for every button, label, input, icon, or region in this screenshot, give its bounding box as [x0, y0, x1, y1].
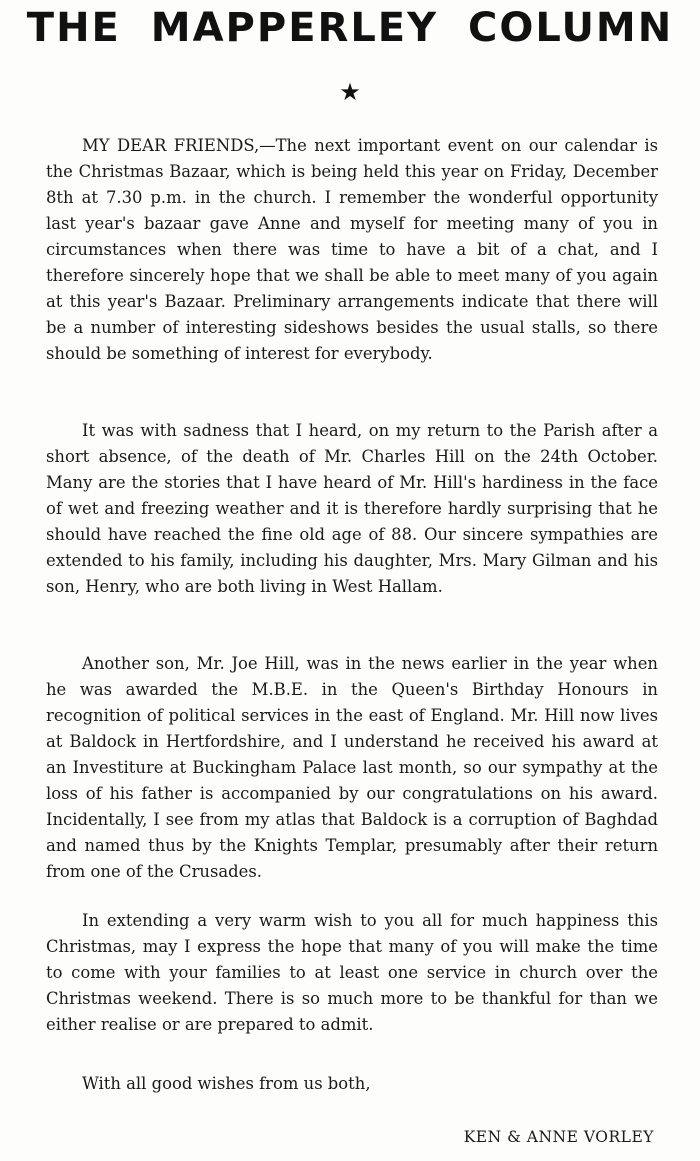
star-ornament-icon: ★: [339, 78, 361, 106]
letter-paragraph-christmas-wish: In extending a very warm wish to you all for much happiness this Christmas, may I express the hope that many of you will make the time to come with your families to at least one service in church over the Christmas weekend. There is so much more to be thankful for than we either realise or are prepared to admit.: [46, 911, 658, 1034]
letter-paragraph-joe-hill: Another son, Mr. Joe Hill, was in the news earlier in the year when he was awarded the M.B.E. in the Queen's Birthday Honours in recognition of political services in the east of England. Mr. Hill now lives at Baldock in Hertfordshire, and I understand he received his award at an Investiture at Buckingham Palace last month, so our sympathy at the loss of his father is accompanied by our congratulations on his award. Incidentally, I see from my atlas that Baldock is a corruption of Baghdad and named thus by the Knights Templar, presumably after their return from one of the Crusades.: [46, 654, 658, 881]
letter-paragraph-charles-hill: It was with sadness that I heard, on my return to the Parish after a short absence, of the death of Mr. Charles Hill on the 24th October. Many are the stories that I have heard of Mr. Hill's hardiness in the face of wet and freezing weather and it is therefore hardly surprising that he should have reached the fine old age of 88. Our sincere sympathies are extended to his family, including his daughter, Mrs. Mary Gilman and his son, Henry, who are both living in West Hallam.: [46, 421, 658, 596]
letter-closing: With all good wishes from us both,: [82, 1074, 371, 1093]
letter-paragraph-bazaar: MY DEAR FRIENDS,—The next important event on our calendar is the Christmas Bazaar, which is being held this year on Friday, December 8th at 7.30 p.m. in the church. I remember the wonderful opportunity last year's bazaar gave Anne and myself for meeting many of you in circumstances when there was time to have a bit of a chat, and I therefore sincerely hope that we shall be able to meet many of you again at this year's Bazaar. Preliminary arrangements indicate that there will be a number of interesting sideshows besides the usual stalls, so there should be something of interest for everybody.: [46, 136, 658, 363]
letter-signature: KEN & ANNE VORLEY: [463, 1128, 654, 1146]
column-title: THE MAPPERLEY COLUMN: [26, 5, 674, 51]
